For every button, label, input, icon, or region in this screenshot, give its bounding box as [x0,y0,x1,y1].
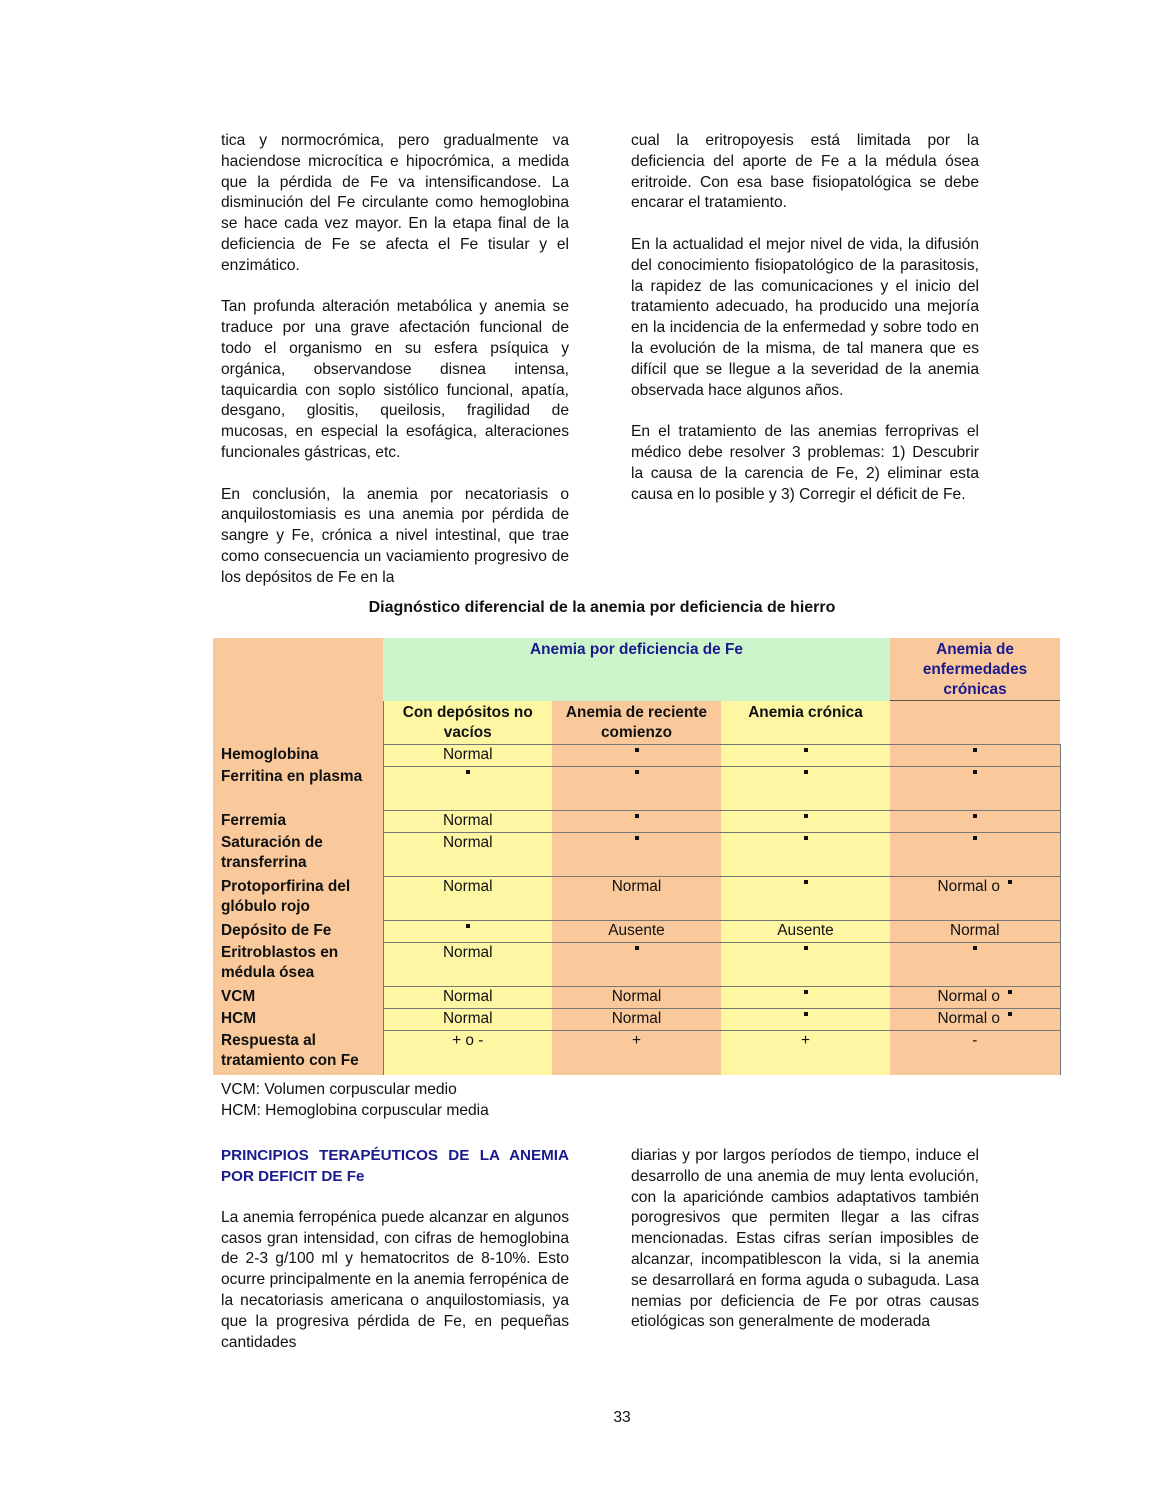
cell-text: Normal o [937,878,1000,895]
paragraph: Tan profunda alteración metabólica y anemia se traduce por una grave afectación funcional de todo el organismo en su esfera psíquica y orgánica, observandose disnea intensa, taquicardia con soplo sistólico funcional, apatía, desgano, glositis, queilosis, fragilidad de mucosas, en especial la esofágica, alteraciones funcionales gástricas, etc. [221,298,569,461]
table-cell: Normal [383,833,552,877]
page-number: 33 [613,1409,631,1426]
table-cell [552,767,721,811]
row-label: Ferremia [213,811,383,833]
table-cell: Normal [552,1009,721,1031]
indicator-icon [1008,880,1012,884]
indicator-icon [1008,1012,1012,1016]
table-cell: + [721,1031,890,1075]
paragraph: La anemia ferropénica puede alcanzar en algunos casos gran intensidad, con cifras de hemoglobina de 2-3 g/100 ml y hematocritos de 8-10%. Esto ocurre principalmente en la anemia ferropénica de la necatoriasis americana o anquilostomiasis, ya que la progresiva pérdida de Fe, en pequeñas cantidades [221,1208,569,1351]
table-cell: Ausente [721,921,890,943]
indicator-icon [973,770,977,774]
indicator-icon [804,1012,808,1016]
note-hcm: HCM: Hemoglobina corpuscular media [221,1101,489,1119]
indicator-icon [804,990,808,994]
indicator-icon [635,946,639,950]
table-cell [721,833,890,877]
table-cell [890,987,1060,1009]
indicator-icon [804,880,808,884]
row-label: Respuesta al tratamiento con Fe [213,1031,383,1075]
subheader-recent-onset: Anemia de reciente comienzo [552,701,721,745]
row-label: Eritroblastos en médula ósea [213,943,383,987]
top-right-column [631,131,979,505]
indicator-icon [635,836,639,840]
table-row [213,987,1060,1009]
table-cell [721,745,890,767]
indicator-icon [804,814,808,818]
indicator-icon [973,836,977,840]
table-cell: Ausente [552,921,721,943]
table-cell [721,987,890,1009]
table-cell [552,943,721,987]
table-title [0,598,1156,618]
indicator-icon [635,748,639,752]
paragraph: tica y normocrómica, pero gradualmente va haciendose microcítica e hipocrómica, a medida que la pérdida de Fe va intensificandose. La disminución del Fe circulante como hemoglobina se hace cada vez mayor. En la etapa final de la deficiencia de Fe se afecta el Fe tisular y el enzimático. [221,132,569,274]
row-label: Depósito de Fe [213,921,383,943]
cell-text: Normal o [937,1010,1000,1027]
table-cell [721,943,890,987]
indicator-icon [635,770,639,774]
indicator-icon [973,748,977,752]
table-cell: + o - [383,1031,552,1075]
table-row [213,877,1060,921]
table-row [213,1031,1060,1075]
table-cell [721,811,890,833]
table-cell [721,767,890,811]
row-label: Saturación de transferrina [213,833,383,877]
indicator-icon [804,836,808,840]
paragraph: diarias y por largos períodos de tiempo, induce el desarrollo de una anemia de muy lenta evolución, con la apariciónde cambios adaptativos también porogresivos que permiten llegar a las cifras mencionadas. Estas cifras serían imposibles de alcanzar, incompatiblescon la vida, si la anemia se desarrollará en forma aguda o subaguda. Lasa nemias por deficiencia de Fe por otras causas etiológicas son generalmente de moderada [631,1147,979,1331]
subheader-deposits-not-empty: Con depósitos no vacíos [383,701,552,745]
table-row [213,811,1060,833]
table-row [213,943,1060,987]
table-cell: Normal [383,943,552,987]
table-cell [552,811,721,833]
table-cell [890,1009,1060,1031]
indicator-icon [804,946,808,950]
row-label: Ferritina en plasma [213,767,383,811]
table-cell [890,833,1060,877]
indicator-icon [466,924,470,928]
table-cell [552,745,721,767]
paragraph: En conclusión, la anemia por necatoriasis o anquilostomiasis es una anemia por pérdida de sangre y Fe, crónica a nivel intestinal, que trae como consecuencia un vaciamiento progresivo de los depósitos de Fe en la [221,485,569,586]
table-cell [890,877,1060,921]
table-cell [890,745,1060,767]
indicator-icon [973,946,977,950]
indicator-icon [804,748,808,752]
table-row [213,745,1060,767]
subheader-chronic-anemia: Anemia crónica [721,701,890,745]
row-label: Hemoglobina [213,745,383,767]
group-header-fe-deficiency: Anemia por deficiencia de Fe [383,638,890,701]
table-notes [221,1080,489,1121]
table-row [213,1009,1060,1031]
paragraph: En el tratamiento de las anemias ferroprivas el médico debe resolver 3 problemas: 1) Descubrir la causa de la carencia de Fe, 2) eliminar esta causa en lo posible y 3) Corregir el déficit de Fe. [631,423,979,503]
bottom-right-column [631,1146,979,1333]
table-group-header-row [213,638,1060,701]
indicator-icon [804,770,808,774]
table-cell [721,877,890,921]
table-cell [383,921,552,943]
row-label: Protoporfirina del glóbulo rojo [213,877,383,921]
table-cell: Normal [383,877,552,921]
indicator-icon [1008,990,1012,994]
table-cell: Normal [890,921,1060,943]
table-cell [721,1009,890,1031]
table-row [213,921,1060,943]
top-left-column [221,131,569,589]
table-cell [383,767,552,811]
note-vcm: VCM: Volumen corpuscular medio [221,1081,457,1098]
table-cell: + [552,1031,721,1075]
table-cell: Normal [552,877,721,921]
paragraph: cual la eritropoyesis está limitada por la deficiencia del aporte de Fe a la médula ósea eritroide. Con esa base fisiopatológica se debe encarar el tratamiento. [631,132,979,212]
subheader-empty [890,701,1060,745]
table-cell: Normal [383,987,552,1009]
table-cell: Normal [383,745,552,767]
paragraph: En la actualidad el mejor nivel de vida, la difusión del conocimiento fisiopatológico de la parasitosis, la rapidez de las comunicaciones y el inicio del tratamiento adecuado, ha producido una mejoría en la incidencia de la enfermedad y sobre todo en la evolución de la misma, de tal manera que es difícil que se llegue a la severidad de la anemia observada hace algunos años. [631,235,979,399]
table-cell [890,811,1060,833]
indicator-icon [466,770,470,774]
table-cell [552,833,721,877]
differential-diagnosis-table [213,638,1061,1075]
cell-text: Normal o [937,988,1000,1005]
group-header-chronic-disease: Anemia de enfermedades crónicas [890,638,1060,701]
table-cell: Normal [552,987,721,1009]
table-cell: - [890,1031,1060,1075]
table-cell [890,767,1060,811]
bottom-left-column [221,1146,569,1353]
table-row [213,833,1060,877]
row-label: VCM [213,987,383,1009]
table-cell: Normal [383,1009,552,1031]
section-heading: PRINCIPIOS TERAPÉUTICOS DE LA ANEMIA POR DEFICIT DE Fe [221,1147,569,1185]
indicator-icon [635,814,639,818]
indicator-icon [973,814,977,818]
table-corner-cell [213,638,383,745]
table-cell [890,943,1060,987]
table-row [213,767,1060,811]
table-title-text: Diagnóstico diferencial de la anemia por deficiencia de hierro [368,599,836,616]
table-cell: Normal [383,811,552,833]
row-label: HCM [213,1009,383,1031]
